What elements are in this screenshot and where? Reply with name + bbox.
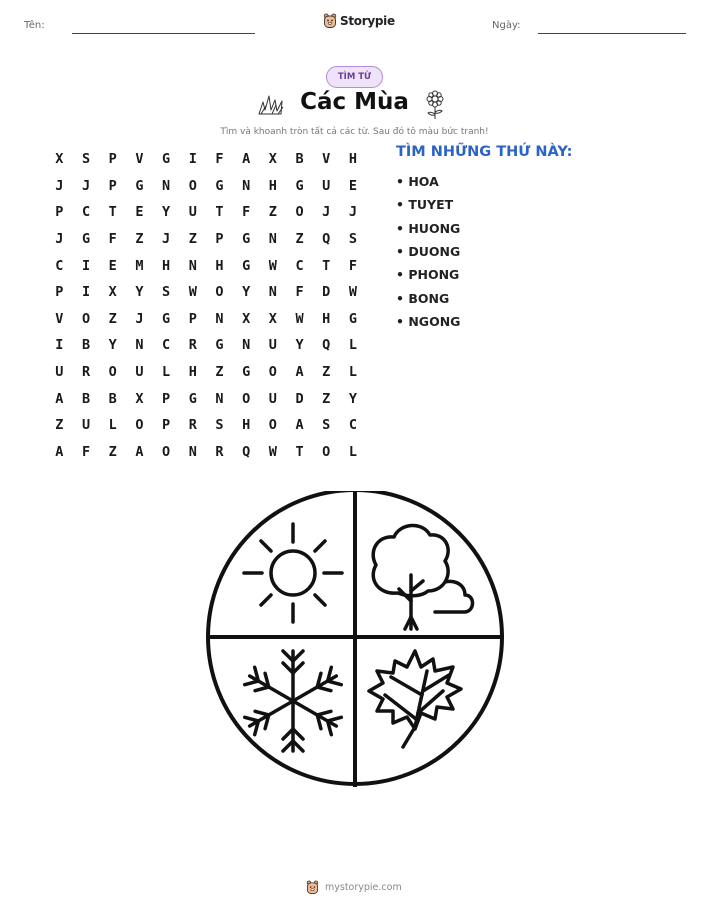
grid-letter[interactable]: J [162,231,171,248]
grid-letter[interactable]: T [295,443,304,460]
word-list-item: • HUONG [396,220,461,236]
grid-letter[interactable]: F [81,443,91,460]
grid-letter[interactable]: N [268,284,277,301]
grid-letter[interactable]: P [188,310,197,327]
grid-letter[interactable]: R [215,443,224,460]
flower-icon [424,90,446,120]
grid-letter[interactable]: O [295,204,304,221]
find-list-title: TÌM NHỮNG THỨ NÀY: [396,144,573,160]
grid-letter[interactable]: R [188,417,197,434]
grid-letter[interactable]: S [215,417,224,434]
grid-letter[interactable]: G [162,310,171,327]
grid-letter[interactable]: G [81,231,91,248]
grid-letter[interactable]: F [295,284,304,301]
seasons-coloring-picture[interactable] [203,491,507,791]
footer-url[interactable]: mystorypie.com [325,882,402,893]
grid-letter[interactable]: V [135,151,144,168]
storypie-mascot-icon [306,880,319,895]
grid-letter[interactable]: T [322,257,331,274]
grid-letter[interactable]: G [215,177,224,194]
grid-letter[interactable]: O [81,310,91,327]
grid-letter[interactable]: J [81,177,91,194]
grid-letter[interactable]: M [135,257,144,274]
grid-row [46,173,366,200]
grid-letter[interactable]: J [135,310,144,327]
date-line[interactable] [538,33,686,34]
grid-letter[interactable]: N [215,390,224,407]
grid-letter[interactable]: T [108,204,117,221]
grid-letter[interactable]: I [81,284,91,301]
grid-letter[interactable]: F [215,151,224,168]
grid-letter[interactable]: X [135,390,144,407]
grid-letter[interactable]: Y [108,337,117,354]
grid-letter[interactable]: P [108,151,117,168]
grid-letter[interactable]: E [108,257,117,274]
grid-letter[interactable]: X [108,284,117,301]
grid-letter[interactable]: U [55,364,64,381]
grid-letter[interactable]: O [135,417,144,434]
grid-letter[interactable]: Z [108,443,117,460]
grid-letter[interactable]: C [295,257,304,274]
sun-icon[interactable] [244,524,342,622]
grid-letter[interactable]: N [242,177,251,194]
grid-row [46,439,366,466]
grid-letter[interactable]: N [268,231,277,248]
grid-letter[interactable]: G [162,151,171,168]
grid-letter[interactable]: U [322,177,331,194]
grid-letter[interactable]: D [295,390,304,407]
grid-letter[interactable]: G [135,177,144,194]
grid-letter[interactable]: G [188,390,197,407]
grid-letter[interactable]: X [55,151,64,168]
grid-letter[interactable]: H [322,310,331,327]
grid-row [46,412,366,439]
date-label: Ngày: [492,20,521,31]
grid-letter[interactable]: B [108,390,117,407]
grid-letter[interactable]: Y [242,284,251,301]
grid-letter[interactable]: N [162,177,171,194]
leaf-icon[interactable] [369,651,461,747]
storypie-mascot-icon [323,13,337,29]
grid-letter[interactable]: A [55,443,64,460]
grid-letter[interactable]: U [268,390,277,407]
grid-letter[interactable]: W [268,257,277,274]
grid-letter[interactable]: I [55,337,64,354]
grid-letter[interactable]: Y [348,390,357,407]
grid-letter[interactable]: G [215,337,224,354]
word-search-grid [46,146,366,465]
grid-letter[interactable]: U [81,417,91,434]
grid-letter[interactable]: B [295,151,304,168]
grid-letter[interactable]: Y [162,204,171,221]
grid-letter[interactable]: Y [135,284,144,301]
grid-letter[interactable]: H [268,177,277,194]
word-search-badge: TÌM TỪ [326,66,383,88]
grid-letter[interactable]: G [295,177,304,194]
grid-letter[interactable]: Z [55,417,64,434]
grid-letter[interactable]: N [215,310,224,327]
grid-letter[interactable]: J [55,231,64,248]
grid-letter[interactable]: N [188,443,197,460]
grid-letter[interactable]: X [268,310,277,327]
grid-letter[interactable]: Y [295,337,304,354]
word-list [396,170,460,333]
grid-letter[interactable]: R [188,337,197,354]
grid-letter[interactable]: A [295,417,304,434]
snowflake-icon[interactable] [245,651,342,751]
grid-letter[interactable]: A [295,364,304,381]
grid-letter[interactable]: P [55,204,64,221]
grid-letter[interactable]: N [135,337,144,354]
grid-letter[interactable]: Z [135,231,144,248]
instructions: Tìm và khoanh tròn tất cả các từ. Sau đó tô màu bức tranh! [220,127,489,137]
word-list-item: • BONG [396,290,450,306]
grid-letter[interactable]: H [162,257,171,274]
grid-letter[interactable]: O [188,177,197,194]
grid-letter[interactable]: T [215,204,224,221]
word-list-item: • DUONG [396,244,461,260]
grid-letter[interactable]: A [55,390,64,407]
grid-letter[interactable]: O [215,284,224,301]
grid-letter[interactable]: L [162,364,171,381]
grid-letter[interactable]: G [348,310,357,327]
grid-letter[interactable]: X [268,151,277,168]
grid-letter[interactable]: H [348,151,357,168]
grid-letter[interactable]: W [295,310,304,327]
grid-letter[interactable]: G [242,364,251,381]
footer [306,880,402,895]
grid-letter[interactable]: O [242,390,251,407]
grid-letter[interactable]: Z [108,310,117,327]
grid-row [46,385,366,412]
grid-letter[interactable]: O [268,417,277,434]
grid-letter[interactable]: S [81,151,91,168]
grid-letter[interactable]: Q [322,231,331,248]
grid-letter[interactable]: C [55,257,64,274]
grid-letter[interactable]: C [81,204,91,221]
grid-letter[interactable]: F [108,231,117,248]
grid-row [46,279,366,306]
grid-letter[interactable]: S [322,417,331,434]
grid-letter[interactable]: Z [188,231,197,248]
grid-letter[interactable]: O [162,443,171,460]
grid-row [46,146,366,173]
grid-letter[interactable]: U [188,204,197,221]
grid-letter[interactable]: A [242,151,251,168]
grid-letter[interactable]: U [135,364,144,381]
grid-letter[interactable]: P [162,417,171,434]
grid-letter[interactable]: F [348,257,357,274]
page-title: Các Mùa [300,89,409,115]
grid-letter[interactable]: B [81,337,91,354]
grid-letter[interactable]: Q [242,443,251,460]
grid-letter[interactable]: Z [268,204,277,221]
grid-row [46,199,366,226]
grid-letter[interactable]: I [188,151,197,168]
grid-letter[interactable]: L [348,337,357,354]
grid-letter[interactable]: L [348,364,357,381]
grid-letter[interactable]: H [215,257,224,274]
grid-letter[interactable]: W [348,284,357,301]
grid-letter[interactable]: C [162,337,171,354]
grid-letter[interactable]: P [215,231,224,248]
grid-letter[interactable]: G [242,257,251,274]
grid-letter[interactable]: A [135,443,144,460]
grid-letter[interactable]: B [81,390,91,407]
tree-icon[interactable] [373,525,472,629]
grid-letter[interactable]: N [242,337,251,354]
grid-letter[interactable]: W [188,284,197,301]
grid-letter[interactable]: J [55,177,64,194]
grid-letter[interactable]: H [188,364,197,381]
grid-letter[interactable]: D [322,284,331,301]
grid-letter[interactable]: H [242,417,251,434]
name-line[interactable] [72,33,255,34]
grid-letter[interactable]: Q [322,337,331,354]
grid-letter[interactable]: I [81,257,91,274]
grid-row [46,332,366,359]
word-list-item: • NGONG [396,313,461,329]
grid-letter[interactable]: O [268,364,277,381]
grid-letter[interactable]: W [268,443,277,460]
grid-row [46,306,366,333]
grid-row [46,226,366,253]
grid-letter[interactable]: O [322,443,331,460]
grid-letter[interactable]: E [348,177,357,194]
grid-letter[interactable]: Z [322,364,331,381]
grid-letter[interactable]: N [188,257,197,274]
storypie-logo [323,13,395,29]
grid-letter[interactable]: Z [295,231,304,248]
grid-letter[interactable]: O [108,364,117,381]
grid-letter[interactable]: R [81,364,91,381]
grid-letter[interactable]: J [322,204,331,221]
grid-row [46,252,366,279]
word-list-item: • TUYET [396,197,454,213]
grid-letter[interactable]: Z [322,390,331,407]
grid-letter[interactable]: P [55,284,64,301]
brand-name: Storypie [340,14,395,28]
word-list-item: • HOA [396,174,439,190]
grid-letter[interactable]: U [268,337,277,354]
grid-letter[interactable]: P [162,390,171,407]
grid-row [46,359,366,386]
grid-letter[interactable]: C [348,417,357,434]
grid-letter[interactable]: S [162,284,171,301]
name-label: Tên: [24,20,45,31]
grid-letter[interactable]: P [108,177,117,194]
grid-letter[interactable]: J [348,204,357,221]
grid-letter[interactable]: L [348,443,357,460]
grid-letter[interactable]: G [242,231,251,248]
grid-letter[interactable]: X [242,310,251,327]
grid-letter[interactable]: Z [215,364,224,381]
grid-letter[interactable]: S [348,231,357,248]
word-list-item: • PHONG [396,267,460,283]
grid-letter[interactable]: V [55,310,64,327]
grid-letter[interactable]: E [135,204,144,221]
grid-letter[interactable]: V [322,151,331,168]
grid-letter[interactable]: F [242,204,251,221]
grid-letter[interactable]: L [108,417,117,434]
